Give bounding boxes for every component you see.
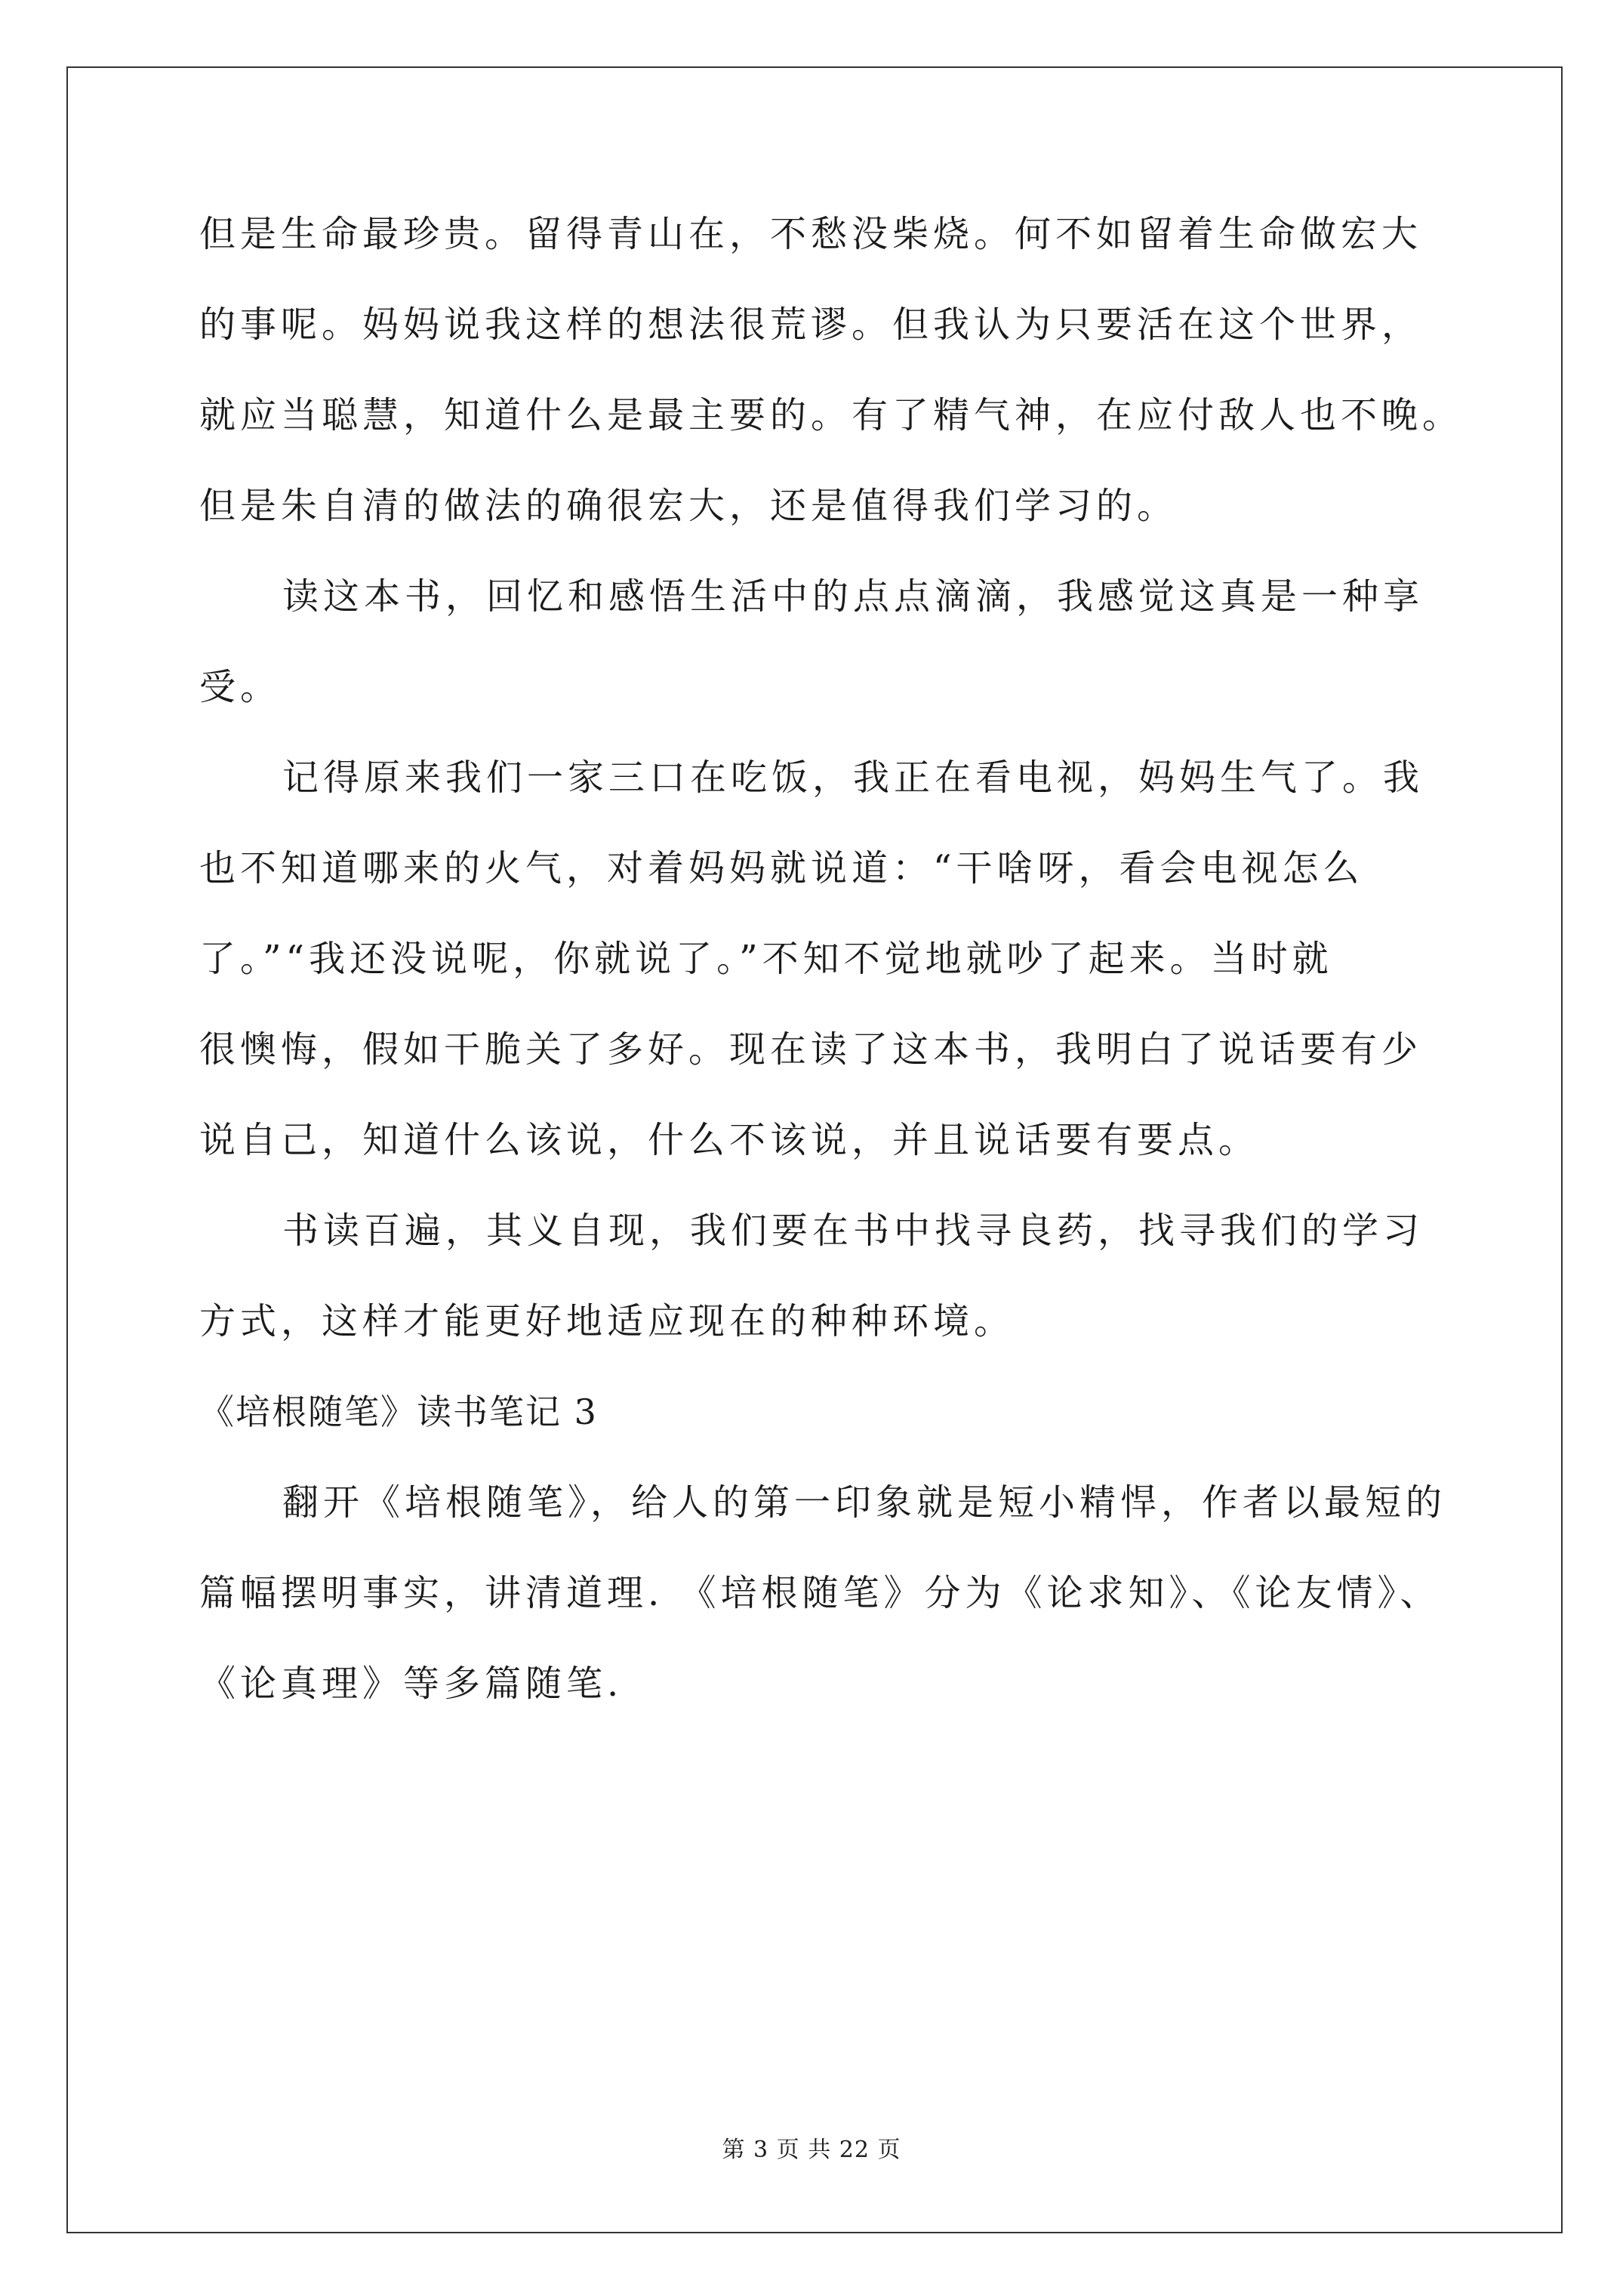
paragraph-line: 记得原来我们一家三口在吃饭，我正在看电视，妈妈生气了。我 (282, 757, 1424, 799)
paragraph-line: 说自己，知道什么该说，什么不该说，并且说话要有要点。 (199, 1119, 1260, 1161)
document-body (199, 211, 1498, 1706)
paragraph-line: 了。”“我还没说呢，你就说了。”不知不觉地就吵了起来。当时就 (199, 938, 1333, 980)
paragraph-line: 篇幅摆明事实，讲清道理. 《培根随笔》分为《论求知》、《论友情》、 (199, 1572, 1441, 1614)
paragraph-line: 但是生命最珍贵。留得青山在，不愁没柴烧。何不如留着生命做宏大 (199, 213, 1423, 255)
paragraph-line: 书读百遍，其义自现，我们要在书中找寻良药，找寻我们的学习 (282, 1210, 1424, 1252)
paragraph-line: 受。 (199, 666, 282, 708)
paragraph-line: 翻开《培根随笔》，给人的第一印象就是短小精悍，作者以最短的 (282, 1481, 1447, 1524)
paragraph-line: 读这本书，回忆和感悟生活中的点点滴滴，我感觉这真是一种享 (282, 575, 1424, 618)
paragraph-line: 《论真理》等多篇随笔. (199, 1663, 624, 1705)
paragraph-line: 方式，这样才能更好地适应现在的种种环境。 (199, 1300, 1015, 1342)
section-heading: 《培根随笔》读书笔记 3 (199, 1391, 598, 1432)
paragraph-line: 的事呢。妈妈说我这样的想法很荒谬。但我认为只要活在这个世界， (199, 304, 1423, 346)
paragraph-line: 很懊悔，假如干脆关了多好。现在读了这本书，我明白了说话要有少 (199, 1028, 1423, 1071)
paragraph-line: 也不知道哪来的火气，对着妈妈就说道：“干啥呀，看会电视怎么 (199, 847, 1364, 889)
paragraph-line: 就应当聪慧，知道什么是最主要的。有了精气神，在应付敌人也不晚。 (199, 394, 1464, 436)
paragraph-line: 但是朱自清的做法的确很宏大，还是值得我们学习的。 (199, 485, 1178, 527)
page-number-footer: 第 3 页 共 22 页 (722, 2137, 901, 2163)
